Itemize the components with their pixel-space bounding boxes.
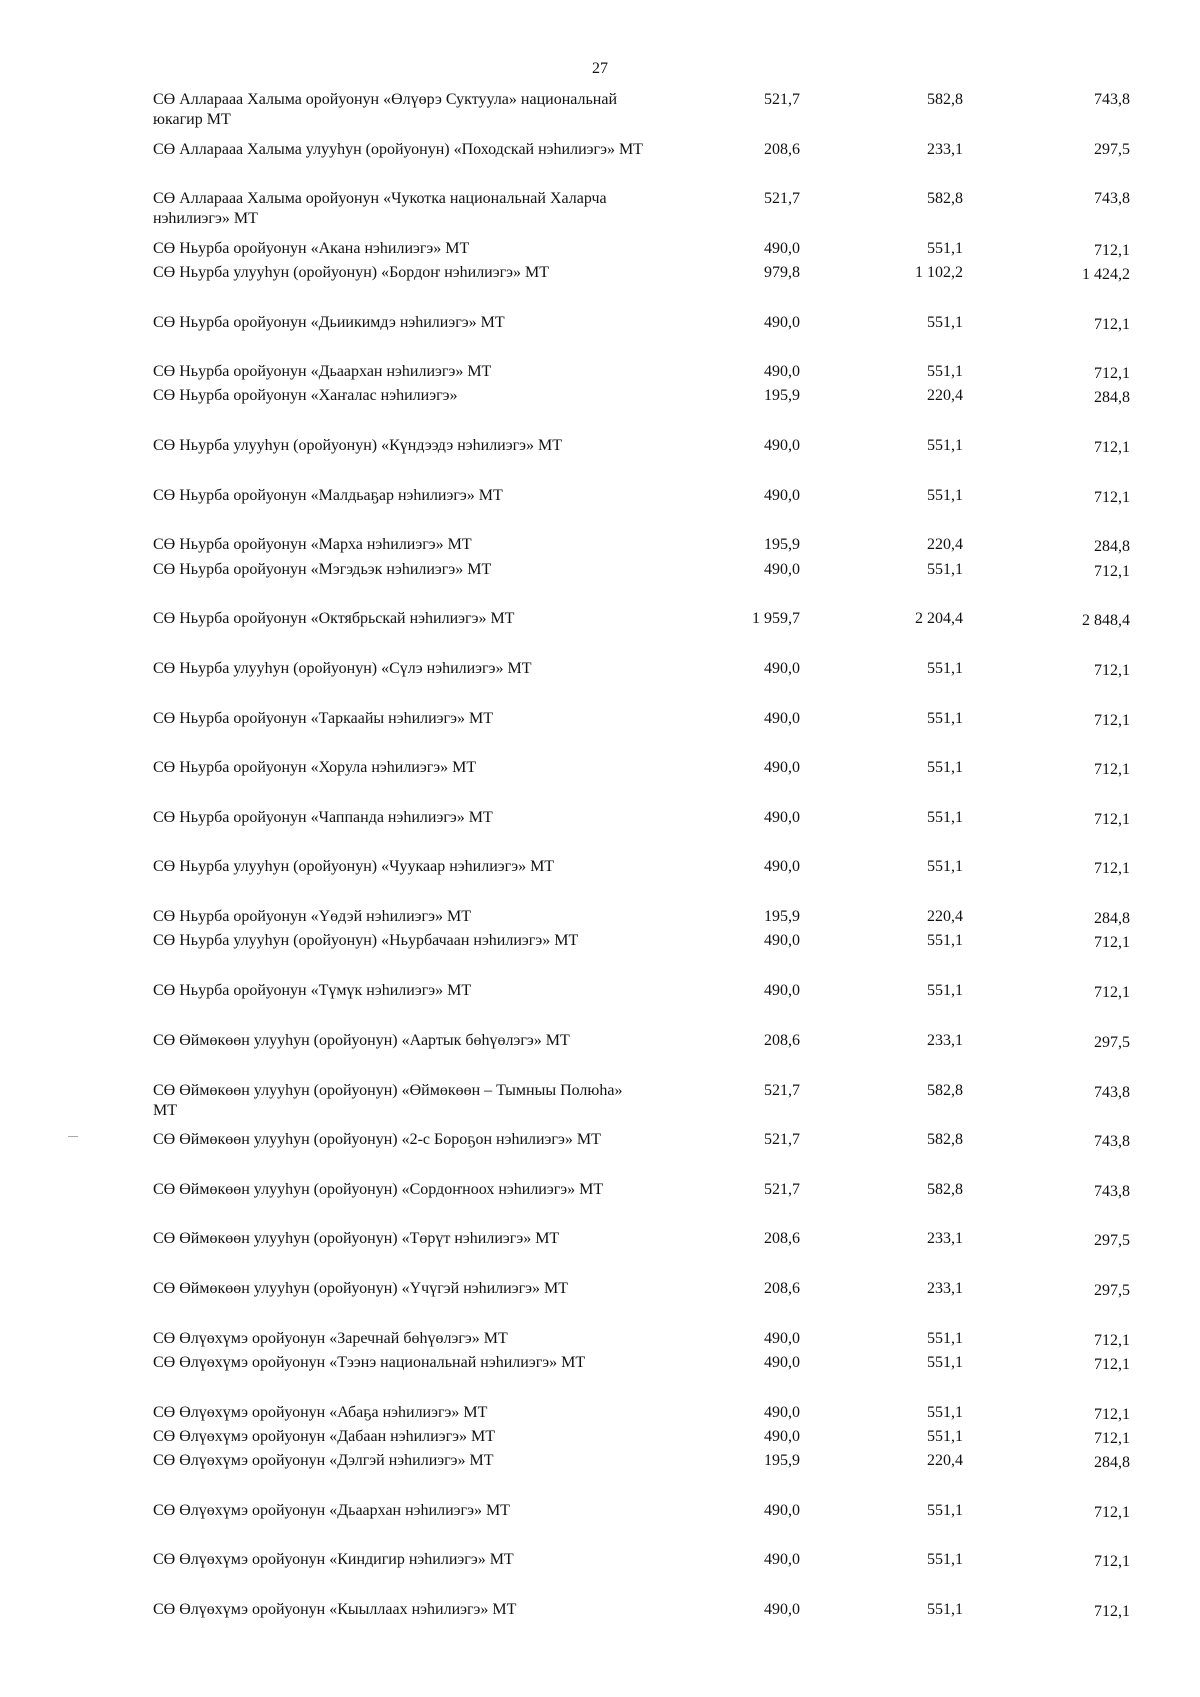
municipality-name: СӨ Алларааа Халыма улууһун (оройуонун) «Походскай нэһилиэгэ» МТ	[153, 141, 643, 158]
value-col-1: 490,0	[764, 1354, 800, 1371]
municipality-name: СӨ Ньурба оройуонун «Малдьаҕар нэһилиэгэ» МТ	[153, 487, 503, 504]
value-col-3: 712,1	[1094, 1332, 1130, 1349]
value-col-1: 208,6	[764, 1230, 800, 1247]
municipality-name: СӨ Өймөкөөн улууһун (оройуонун) «Төрүт нэһилиэгэ» МТ	[153, 1230, 560, 1247]
value-col-2: 551,1	[927, 1601, 963, 1618]
value-col-2: 551,1	[927, 809, 963, 826]
municipality-name: СӨ Өлүөхүмэ оройуонун «Дэлгэй нэһилиэгэ» МТ	[153, 1452, 494, 1469]
page-number: 27	[592, 60, 608, 77]
municipality-name: СӨ Ньурба улууһун (оройуонун) «Бордоҥ нэһилиэгэ» МТ	[153, 264, 550, 281]
value-col-3: 743,8	[1094, 190, 1130, 207]
value-col-1: 195,9	[764, 387, 800, 404]
value-col-1: 490,0	[764, 710, 800, 727]
value-col-3: 297,5	[1094, 1034, 1130, 1051]
value-col-3: 284,8	[1094, 389, 1130, 406]
municipality-name: СӨ Ньурба оройуонун «Акана нэһилиэгэ» МТ	[153, 240, 470, 257]
municipality-name: СӨ Ньурба улууһун (оройуонун) «Чуукаар нэһилиэгэ» МТ	[153, 858, 555, 875]
value-col-3: 712,1	[1094, 365, 1130, 382]
value-col-2: 582,8	[927, 1181, 963, 1198]
value-col-1: 490,0	[764, 240, 800, 257]
value-col-3: 712,1	[1094, 662, 1130, 679]
value-col-2: 2 204,4	[915, 610, 963, 627]
municipality-name: СӨ Ньурба оройуонун «Хаҥалас нэһилиэгэ»	[153, 387, 458, 404]
value-col-3: 743,8	[1094, 1183, 1130, 1200]
value-col-3: 712,1	[1094, 1504, 1130, 1521]
value-col-3: 2 848,4	[1082, 612, 1130, 629]
value-col-2: 551,1	[927, 1330, 963, 1347]
municipality-name: СӨ Ньурба улууһун (оройуонун) «Күндээдэ нэһилиэгэ» МТ	[153, 437, 563, 454]
value-col-3: 284,8	[1094, 1454, 1130, 1471]
value-col-2: 551,1	[927, 314, 963, 331]
value-col-2: 551,1	[927, 759, 963, 776]
value-col-2: 233,1	[927, 1280, 963, 1297]
value-col-1: 521,7	[764, 1082, 800, 1099]
value-col-2: 551,1	[927, 858, 963, 875]
value-col-1: 208,6	[764, 1032, 800, 1049]
municipality-name: СӨ Өймөкөөн улууһун (оройуонун) «Үчүгэй нэһилиэгэ» МТ	[153, 1280, 569, 1297]
value-col-1: 490,0	[764, 1502, 800, 1519]
value-col-1: 490,0	[764, 809, 800, 826]
value-col-1: 490,0	[764, 1601, 800, 1618]
municipality-name: СӨ Өймөкөөн улууһун (оройуонун) «2-с Бороҕон нэһилиэгэ» МТ	[153, 1131, 601, 1148]
value-col-3: 712,1	[1094, 1430, 1130, 1447]
value-col-1: 521,7	[764, 1131, 800, 1148]
municipality-name: СӨ Ньурба оройуонун «Дьаархан нэһилиэгэ» МТ	[153, 363, 492, 380]
municipality-name: СӨ Өлүөхүмэ оройуонун «Заречнай бөһүөлэгэ» МТ	[153, 1330, 508, 1347]
value-col-2: 551,1	[927, 710, 963, 727]
value-col-2: 220,4	[927, 536, 963, 553]
value-col-3: 712,1	[1094, 316, 1130, 333]
municipality-name: СӨ Ньурба оройуонун «Түмүк нэһилиэгэ» МТ	[153, 982, 472, 999]
value-col-2: 551,1	[927, 561, 963, 578]
value-col-2: 220,4	[927, 908, 963, 925]
value-col-3: 297,5	[1094, 1282, 1130, 1299]
value-col-1: 521,7	[764, 1181, 800, 1198]
value-col-2: 551,1	[927, 1428, 963, 1445]
value-col-3: 712,1	[1094, 489, 1130, 506]
value-col-2: 233,1	[927, 1230, 963, 1247]
municipality-name: СӨ Өлүөхүмэ оройуонун «Дабаан нэһилиэгэ» МТ	[153, 1428, 495, 1445]
value-col-1: 195,9	[764, 536, 800, 553]
municipality-name: СӨ Өлүөхүмэ оройуонун «Киндигир нэһилиэгэ» МТ	[153, 1551, 514, 1568]
municipality-name: СӨ Ньурба оройуонун «Октябрьскай нэһилиэгэ» МТ	[153, 610, 515, 627]
value-col-1: 490,0	[764, 1330, 800, 1347]
value-col-2: 220,4	[927, 1452, 963, 1469]
municipality-name: СӨ Алларааа Халыма оройуонун «Чукотка национальнай Халарча нэһилиэгэ» МТ	[153, 190, 607, 227]
value-col-1: 208,6	[764, 141, 800, 158]
value-col-3: 712,1	[1094, 1356, 1130, 1373]
value-col-1: 490,0	[764, 314, 800, 331]
value-col-2: 233,1	[927, 1032, 963, 1049]
value-col-1: 490,0	[764, 1404, 800, 1421]
value-col-1: 490,0	[764, 437, 800, 454]
value-col-2: 551,1	[927, 660, 963, 677]
value-col-1: 490,0	[764, 759, 800, 776]
value-col-3: 712,1	[1094, 984, 1130, 1001]
municipality-name: СӨ Ньурба оройуонун «Мэгэдьэк нэһилиэгэ» МТ	[153, 561, 492, 578]
value-col-2: 551,1	[927, 240, 963, 257]
value-col-3: 712,1	[1094, 860, 1130, 877]
value-col-3: 712,1	[1094, 563, 1130, 580]
value-col-3: 712,1	[1094, 439, 1130, 456]
value-col-3: 712,1	[1094, 1406, 1130, 1423]
value-col-3: 297,5	[1094, 1232, 1130, 1249]
value-col-2: 551,1	[927, 363, 963, 380]
value-col-1: 490,0	[764, 982, 800, 999]
value-col-2: 551,1	[927, 932, 963, 949]
value-col-2: 551,1	[927, 982, 963, 999]
value-col-2: 220,4	[927, 387, 963, 404]
value-col-3: 712,1	[1094, 811, 1130, 828]
municipality-name: СӨ Өлүөхүмэ оройуонун «Дьаархан нэһилиэгэ» МТ	[153, 1502, 510, 1519]
value-col-1: 490,0	[764, 660, 800, 677]
value-col-3: 712,1	[1094, 1603, 1130, 1620]
value-col-3: 712,1	[1094, 712, 1130, 729]
value-col-1: 490,0	[764, 1428, 800, 1445]
value-col-3: 712,1	[1094, 242, 1130, 259]
value-col-3: 743,8	[1094, 1133, 1130, 1150]
value-col-1: 1 959,7	[752, 610, 800, 627]
value-col-1: 490,0	[764, 487, 800, 504]
municipality-name: СӨ Ньурба оройуонун «Чаппанда нэһилиэгэ» МТ	[153, 809, 493, 826]
value-col-1: 521,7	[764, 190, 800, 207]
value-col-2: 551,1	[927, 1551, 963, 1568]
value-col-1: 490,0	[764, 1551, 800, 1568]
margin-mark	[68, 1136, 78, 1137]
municipality-name: СӨ Өймөкөөн улууһун (оройуонун) «Аартык бөһүөлэгэ» МТ	[153, 1032, 570, 1049]
value-col-3: 1 424,2	[1082, 266, 1130, 283]
value-col-1: 979,8	[764, 264, 800, 281]
value-col-2: 551,1	[927, 1354, 963, 1371]
value-col-3: 284,8	[1094, 910, 1130, 927]
value-col-2: 582,8	[927, 190, 963, 207]
municipality-name: СӨ Ньурба оройуонун «Таркаайы нэһилиэгэ» МТ	[153, 710, 493, 727]
value-col-1: 195,9	[764, 908, 800, 925]
value-col-3: 712,1	[1094, 934, 1130, 951]
municipality-name: СӨ Өймөкөөн улууһун (оройуонун) «Өймөкөөн – Тымныы Полюһа» МТ	[153, 1082, 623, 1119]
value-col-3: 743,8	[1094, 91, 1130, 108]
value-col-1: 490,0	[764, 363, 800, 380]
value-col-3: 712,1	[1094, 1553, 1130, 1570]
municipality-name: СӨ Ньурба оройуонун «Дьиикимдэ нэһилиэгэ» МТ	[153, 314, 505, 331]
value-col-1: 208,6	[764, 1280, 800, 1297]
municipality-name: СӨ Өлүөхүмэ оройуонун «Тээнэ национальнай нэһилиэгэ» МТ	[153, 1354, 586, 1371]
value-col-1: 195,9	[764, 1452, 800, 1469]
value-col-3: 743,8	[1094, 1084, 1130, 1101]
value-col-2: 551,1	[927, 487, 963, 504]
value-col-2: 551,1	[927, 437, 963, 454]
value-col-2: 551,1	[927, 1502, 963, 1519]
value-col-3: 712,1	[1094, 761, 1130, 778]
value-col-2: 551,1	[927, 1404, 963, 1421]
value-col-2: 582,8	[927, 91, 963, 108]
value-col-2: 1 102,2	[915, 264, 963, 281]
value-col-1: 490,0	[764, 858, 800, 875]
value-col-3: 284,8	[1094, 538, 1130, 555]
value-col-1: 521,7	[764, 91, 800, 108]
value-col-2: 582,8	[927, 1082, 963, 1099]
value-col-1: 490,0	[764, 561, 800, 578]
municipality-name: СӨ Өймөкөөн улууһун (оройуонун) «Сордоҥноох нэһилиэгэ» МТ	[153, 1181, 604, 1198]
value-col-1: 490,0	[764, 932, 800, 949]
municipality-name: СӨ Ньурба улууһун (оройуонун) «Ньурбачаан нэһилиэгэ» МТ	[153, 932, 579, 949]
municipality-name: СӨ Алларааа Халыма оройуонун «Өлүөрэ Суктуула» национальнай юкагир МТ	[153, 91, 617, 128]
municipality-name: СӨ Ньурба оройуонун «Үөдэй нэһилиэгэ» МТ	[153, 908, 471, 925]
municipality-name: СӨ Өлүөхүмэ оройуонун «Кыыллаах нэһилиэгэ» МТ	[153, 1601, 517, 1618]
value-col-2: 233,1	[927, 141, 963, 158]
municipality-name: СӨ Ньурба оройуонун «Марха нэһилиэгэ» МТ	[153, 536, 472, 553]
municipality-name: СӨ Ньурба улууһун (оройуонун) «Сүлэ нэһилиэгэ» МТ	[153, 660, 532, 677]
municipality-name: СӨ Өлүөхүмэ оройуонун «Абаҕа нэһилиэгэ» МТ	[153, 1404, 488, 1421]
value-col-3: 297,5	[1094, 141, 1130, 158]
value-col-2: 582,8	[927, 1131, 963, 1148]
municipality-name: СӨ Ньурба оройуонун «Хорула нэһилиэгэ» МТ	[153, 759, 477, 776]
